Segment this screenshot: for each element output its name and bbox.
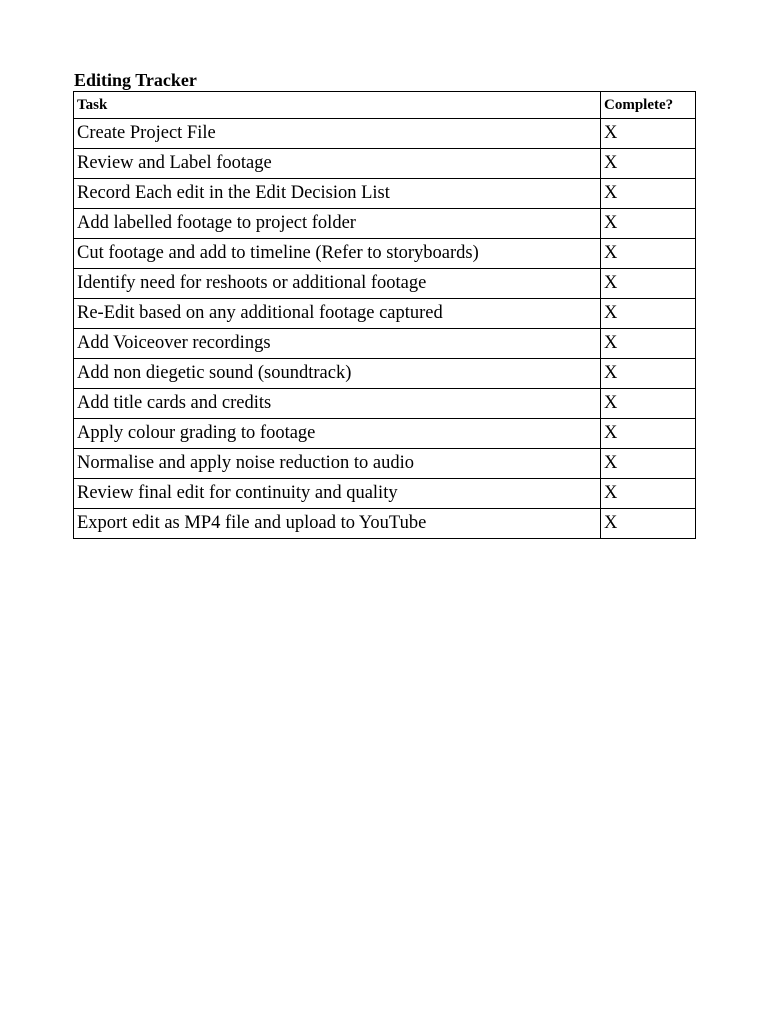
complete-cell: X: [601, 419, 696, 449]
task-cell: Review final edit for continuity and quality: [74, 479, 601, 509]
complete-cell: X: [601, 209, 696, 239]
table-row: [74, 329, 696, 359]
task-cell: Cut footage and add to timeline (Refer to storyboards): [74, 239, 601, 269]
task-cell: Apply colour grading to footage: [74, 419, 601, 449]
task-cell: Create Project File: [74, 119, 601, 149]
table-row: [74, 239, 696, 269]
complete-cell: X: [601, 449, 696, 479]
table-row: [74, 299, 696, 329]
table-row: [74, 389, 696, 419]
task-cell: Identify need for reshoots or additional footage: [74, 269, 601, 299]
complete-cell: X: [601, 509, 696, 539]
complete-cell: X: [601, 119, 696, 149]
task-cell: Record Each edit in the Edit Decision List: [74, 179, 601, 209]
task-cell: Add title cards and credits: [74, 389, 601, 419]
task-cell: Review and Label footage: [74, 149, 601, 179]
table-row: [74, 179, 696, 209]
complete-cell: X: [601, 239, 696, 269]
table-row: [74, 359, 696, 389]
editing-tracker-table: [73, 91, 696, 539]
complete-cell: X: [601, 179, 696, 209]
complete-cell: X: [601, 389, 696, 419]
task-cell: Export edit as MP4 file and upload to YouTube: [74, 509, 601, 539]
task-cell: Normalise and apply noise reduction to audio: [74, 449, 601, 479]
table-row: [74, 419, 696, 449]
table-row: [74, 149, 696, 179]
complete-cell: X: [601, 329, 696, 359]
table-row: [74, 119, 696, 149]
complete-cell: X: [601, 149, 696, 179]
complete-cell: X: [601, 359, 696, 389]
table-header-row: [74, 92, 696, 119]
table-row: [74, 449, 696, 479]
task-cell: Add non diegetic sound (soundtrack): [74, 359, 601, 389]
complete-cell: X: [601, 269, 696, 299]
complete-cell: X: [601, 479, 696, 509]
page-title: Editing Tracker: [74, 70, 197, 90]
column-header-task: Task: [74, 92, 601, 119]
table-row: [74, 209, 696, 239]
column-header-complete: Complete?: [601, 92, 696, 119]
complete-cell: X: [601, 299, 696, 329]
task-cell: Add labelled footage to project folder: [74, 209, 601, 239]
table-row: [74, 269, 696, 299]
table-row: [74, 479, 696, 509]
table-row: [74, 509, 696, 539]
task-cell: Re-Edit based on any additional footage captured: [74, 299, 601, 329]
task-cell: Add Voiceover recordings: [74, 329, 601, 359]
